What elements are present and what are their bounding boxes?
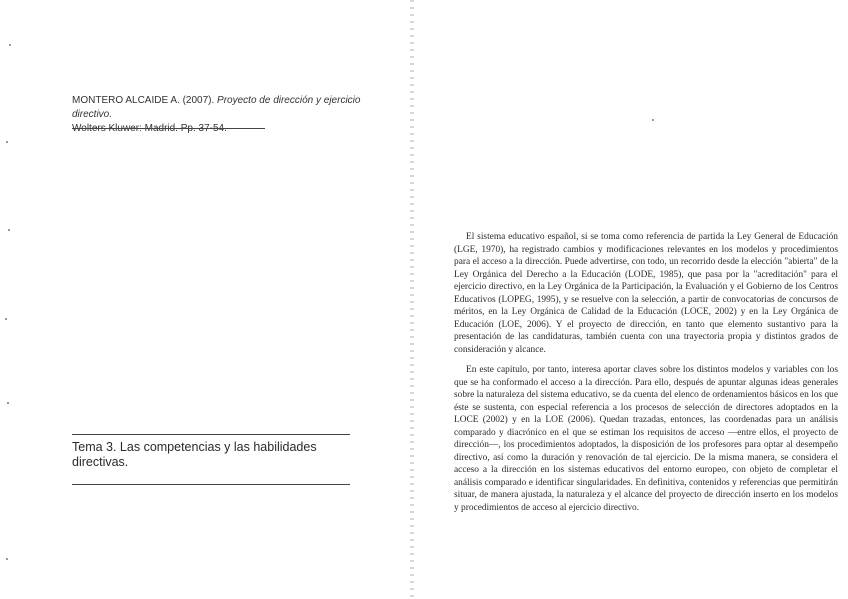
scan-speck	[6, 141, 8, 143]
scan-speck	[6, 558, 8, 560]
reference-divider	[72, 128, 265, 129]
chapter-title: Tema 3. Las competencias y las habilidades directivas.	[72, 440, 317, 469]
right-page	[414, 0, 848, 599]
scan-speck	[9, 44, 11, 46]
chapter-divider-bottom	[72, 484, 350, 485]
chapter-divider-top	[72, 434, 350, 435]
scan-speck	[5, 318, 7, 320]
reference-authors: MONTERO ALCAIDE A. (2007).	[72, 95, 215, 106]
scan-speck	[7, 402, 9, 404]
left-page	[0, 0, 410, 599]
body-text	[454, 231, 838, 514]
bibliographic-reference	[72, 94, 402, 136]
body-paragraph: El sistema educativo español, si se toma como referencia de partida la Ley General de Educación (LGE, 1970), ha registrado cambios y modificaciones relevantes en los modelos y procedimientos para el acceso a la dirección. Puede advertirse, con todo, un recorrido desde la elección "abierta" de la Ley Orgánica del Derecho a la Educación (LODE, 1985), que pasa por la "acreditación" para el ejercicio directivo, en la Ley Orgánica de la Participación, la Evaluación y el Gobierno de los Centros Educativos (LOPEG, 1995), y se resuelve con la selección, a partir de convocatorias de concursos de méritos, en la Ley Orgánica de Calidad de la Educación (LOCE, 2002) y en la Ley Orgánica de Educación (LOE, 2006). Y el proyecto de dirección, en tanto que elemento sustantivo para la presentación de las candidaturas, también cuenta con una trayectoria propia y distintos grados de consideración y alcance.	[454, 232, 838, 355]
body-paragraph: En este capítulo, por tanto, interesa aportar claves sobre los distintos modelos y variables con los que se ha conformado el acceso a la dirección. Para ello, después de apuntar algunas ideas generales sobre la naturaleza del sistema educativo, se da cuenta del elenco de ordenamientos básicos en los que éste se sustenta, con especial referencia a los procesos de selección de directores adoptados en la LOCE (2002) y en la LOE (2006). Quedan trazadas, entonces, las coordenadas para un análisis comparado y diacrónico en el que se estiman los requisitos de acceso —entre ellos, el proyecto de dirección—, los procedimientos adoptados, la disposición de los profesores para optar al desempeño directivo, así como la duración y renovación de tal ejercicio. De la misma manera, se considera el acceso a la dirección en los sistemas educativos del entorno europeo, con objeto de completar el análisis comparado e identificar singularidades. En definitiva, contenidos y referencias que permitirán situar, de manera ajustada, la naturaleza y el alcance del proyecto de dirección inserto en los modelos y procedimientos de acceso al ejercicio directivo.	[454, 365, 838, 513]
scan-speck	[652, 119, 654, 121]
reference-title: Proyecto de dirección y ejercicio directivo.	[72, 95, 361, 120]
scan-speck	[8, 229, 10, 231]
